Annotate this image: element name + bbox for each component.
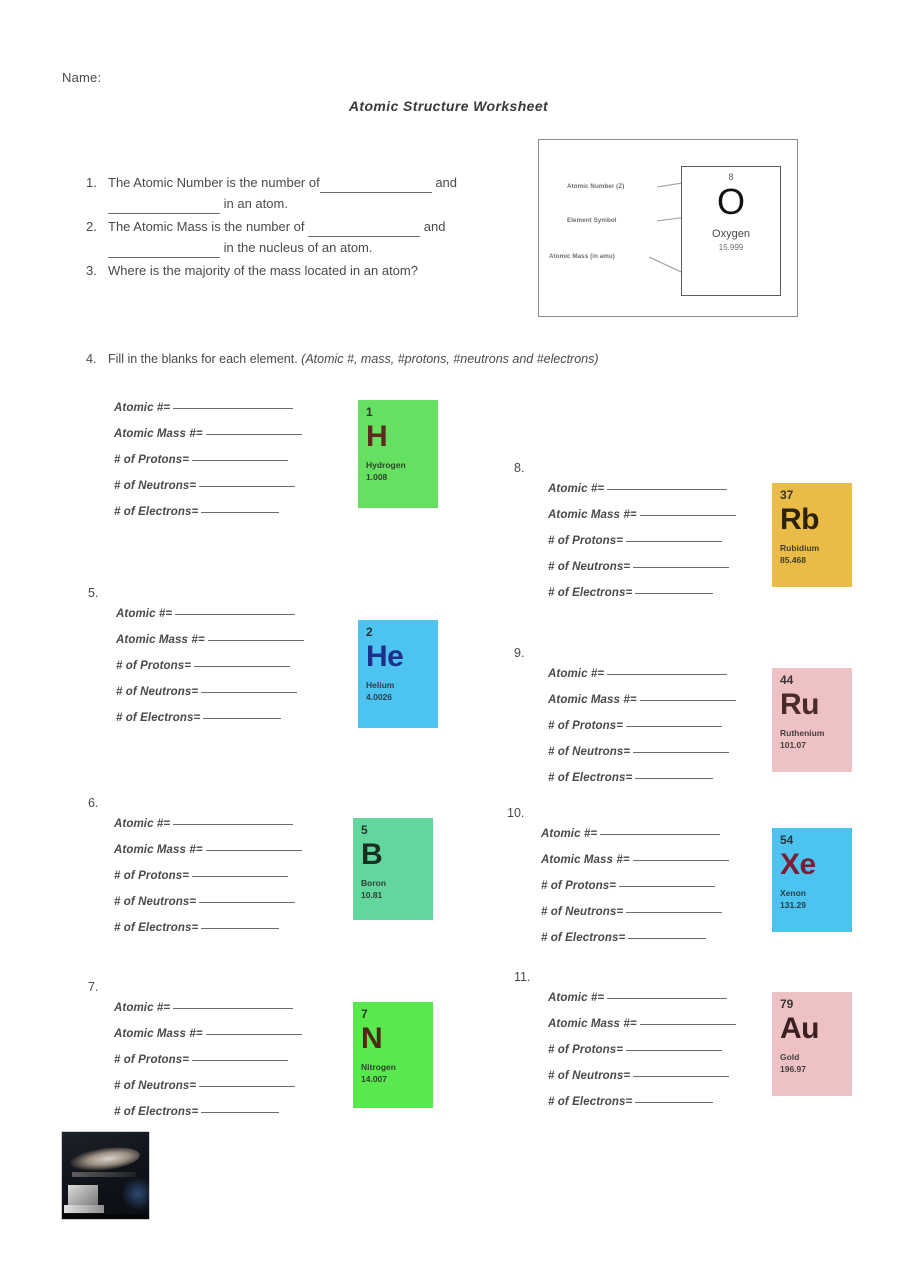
answer-blank[interactable] [201,512,279,513]
field-electrons-nitrogen [114,1106,352,1132]
field-neutrons-rubidium [548,561,786,587]
problem-number-ruthenium: 9. [514,646,525,660]
element-number: 1 [366,405,373,419]
field-atomic-mass-boron [114,844,352,870]
element-name: Ruthenium [780,727,825,738]
problem-fields-helium [116,608,354,738]
field-atomic-mass-gold [548,1018,786,1044]
footer-thumbnail-image [61,1131,150,1220]
field-protons-ruthenium [548,720,786,746]
element-name: Gold [780,1051,800,1062]
question-4 [86,352,599,366]
element-number: 79 [780,997,794,1011]
answer-blank[interactable] [633,752,729,753]
thumbnail-glow [121,1177,150,1211]
answer-blank[interactable] [192,876,288,877]
question-2-body [108,216,526,258]
field-label: Atomic Mass #= [114,844,203,856]
answer-blank[interactable] [626,726,722,727]
problem-number-xenon: 10. [507,806,525,820]
question-3 [86,260,526,281]
answer-blank[interactable] [619,886,715,887]
element-symbol: Au [780,1012,819,1046]
element-tile-gold [772,992,852,1096]
problem-number-rubidium: 8. [514,461,525,475]
oxygen-mass: 15.999 [718,243,744,252]
problem-fields-xenon [541,828,779,958]
question-1-text-a: The Atomic Number is the number of [108,175,320,190]
field-atomic-mass-ruthenium [548,694,786,720]
problem-number-gold: 11. [514,970,531,984]
answer-blank[interactable] [633,1076,729,1077]
question-2-text-b: and [423,219,446,235]
problem-number-nitrogen: 7. [88,980,99,994]
field-electrons-boron [114,922,352,948]
problem-fields-ruthenium [548,668,786,798]
field-atomic-number-hydrogen [114,402,352,428]
field-label: # of Neutrons= [114,480,197,492]
answer-blank[interactable] [626,541,722,542]
answer-blank[interactable] [633,860,729,861]
answer-blank[interactable] [600,834,720,835]
answer-blank[interactable] [173,408,293,409]
field-neutrons-helium [116,686,354,712]
field-label: Atomic #= [114,402,171,414]
answer-blank[interactable] [640,515,736,516]
field-label: Atomic Mass #= [541,854,630,866]
problem-fields-boron [114,818,352,948]
field-electrons-rubidium [548,587,786,613]
answer-blank[interactable] [607,998,727,999]
answer-blank[interactable] [206,1034,302,1035]
field-label: Atomic #= [116,608,173,620]
field-label: # of Protons= [541,880,617,892]
element-name: Rubidium [780,542,820,553]
answer-blank[interactable] [206,434,302,435]
element-symbol-label: Element Symbol [567,217,617,224]
field-protons-xenon [541,880,779,906]
field-label: # of Electrons= [541,932,626,944]
answer-blank[interactable] [199,902,295,903]
question-2-text-a: The Atomic Mass is the number of [108,219,305,235]
field-label: Atomic #= [548,992,605,1004]
question-1-text-c: in an atom. [223,196,288,212]
field-label: # of Neutrons= [114,896,197,908]
field-label: Atomic Mass #= [114,1028,203,1040]
question-4-paren: (Atomic #, mass, #protons, #neutrons and #electrons) [301,352,599,366]
answer-blank[interactable] [201,692,297,693]
thumbnail-text-block [72,1172,136,1177]
question-1 [86,172,526,214]
field-label: # of Neutrons= [548,561,631,573]
field-label: Atomic #= [548,668,605,680]
field-atomic-number-nitrogen [114,1002,352,1028]
atom-diagram-box [538,139,798,317]
answer-blank[interactable] [633,567,729,568]
field-label: # of Protons= [116,660,192,672]
answer-blank[interactable] [206,850,302,851]
element-name: Xenon [780,887,806,898]
element-number: 2 [366,625,373,639]
field-electrons-xenon [541,932,779,958]
answer-blank[interactable] [628,938,706,939]
field-label: # of Neutrons= [114,1080,197,1092]
problem-fields-gold [548,992,786,1122]
element-symbol: Ru [780,688,819,722]
element-number: 7 [361,1007,368,1021]
field-protons-nitrogen [114,1054,352,1080]
question-1-blank-1[interactable] [320,180,432,193]
answer-blank[interactable] [607,489,727,490]
thumbnail-object-secondary [64,1205,104,1213]
oxygen-element-tile [681,166,781,296]
field-label: # of Neutrons= [541,906,624,918]
answer-blank[interactable] [626,1050,722,1051]
field-atomic-mass-hydrogen [114,428,352,454]
element-name: Hydrogen [366,459,406,470]
question-2-blank-2[interactable] [108,245,220,258]
question-2 [86,216,526,258]
question-3-number: 3. [86,263,97,279]
element-name: Boron [361,877,387,888]
element-symbol: Rb [780,503,819,537]
question-2-text-c: in the nucleus of an atom. [223,240,373,256]
answer-blank[interactable] [640,1024,736,1025]
element-tile-ruthenium [772,668,852,772]
problem-number-boron: 6. [88,796,99,810]
oxygen-symbol: O [716,181,745,222]
answer-blank[interactable] [175,614,295,615]
thumbnail-swoosh-shape [69,1144,141,1174]
element-mass: 1.008 [366,471,388,482]
answer-blank[interactable] [192,1060,288,1061]
answer-blank[interactable] [173,1008,293,1009]
field-electrons-hydrogen [114,506,352,532]
field-label: Atomic #= [548,483,605,495]
field-atomic-number-helium [116,608,354,634]
element-symbol: B [361,838,383,872]
answer-blank[interactable] [208,640,304,641]
question-1-text-b: and [435,175,458,190]
field-atomic-number-rubidium [548,483,786,509]
element-symbol: N [361,1022,383,1056]
element-number: 37 [780,488,794,502]
answer-blank[interactable] [173,824,293,825]
answer-blank[interactable] [640,700,736,701]
field-label: Atomic #= [114,1002,171,1014]
answer-blank[interactable] [201,928,279,929]
answer-blank[interactable] [626,912,722,913]
field-atomic-number-xenon [541,828,779,854]
field-protons-boron [114,870,352,896]
answer-blank[interactable] [635,778,713,779]
question-2-number: 2. [86,219,97,235]
field-neutrons-gold [548,1070,786,1096]
element-tile-rubidium [772,483,852,587]
question-3-body: Where is the majority of the mass located in an atom? [108,263,418,279]
element-name: Helium [366,679,395,690]
field-atomic-mass-helium [116,634,354,660]
field-atomic-number-ruthenium [548,668,786,694]
field-protons-helium [116,660,354,686]
answer-blank[interactable] [203,718,281,719]
field-label: Atomic Mass #= [114,428,203,440]
problem-fields-rubidium [548,483,786,613]
field-label: # of Protons= [548,535,624,547]
question-4-text: Fill in the blanks for each element. [108,352,298,366]
field-electrons-ruthenium [548,772,786,798]
element-symbol: Xe [780,848,816,882]
field-protons-hydrogen [114,454,352,480]
field-label: # of Electrons= [548,772,633,784]
field-label: Atomic #= [541,828,598,840]
answer-blank[interactable] [635,593,713,594]
element-tile-hydrogen [358,400,438,508]
field-label: # of Protons= [114,1054,190,1066]
answer-blank[interactable] [192,460,288,461]
problem-fields-nitrogen [114,1002,352,1132]
field-atomic-mass-nitrogen [114,1028,352,1054]
oxygen-atomic-number: 8 [728,172,734,182]
element-mass: 101.07 [780,739,806,750]
field-label: # of Protons= [548,720,624,732]
answer-blank[interactable] [201,1112,279,1113]
element-tile-nitrogen [353,1002,433,1108]
field-neutrons-xenon [541,906,779,932]
field-label: # of Electrons= [114,506,199,518]
problem-number-helium: 5. [88,586,99,600]
element-mass: 196.97 [780,1063,806,1074]
field-neutrons-ruthenium [548,746,786,772]
answer-blank[interactable] [194,666,290,667]
oxygen-name: Oxygen [712,228,750,240]
element-mass: 4.0026 [366,691,392,702]
answer-blank[interactable] [607,674,727,675]
element-tile-boron [353,818,433,920]
field-atomic-mass-rubidium [548,509,786,535]
field-atomic-number-boron [114,818,352,844]
element-mass: 85.468 [780,554,806,565]
field-label: Atomic Mass #= [116,634,205,646]
thumbnail-bottom-bar [62,1214,149,1219]
element-tile-xenon [772,828,852,932]
problem-fields-hydrogen [114,402,352,532]
field-label: Atomic Mass #= [548,509,637,521]
field-label: Atomic Mass #= [548,694,637,706]
field-label: # of Neutrons= [116,686,199,698]
field-protons-rubidium [548,535,786,561]
element-number: 5 [361,823,368,837]
field-electrons-helium [116,712,354,738]
field-label: # of Protons= [114,870,190,882]
answer-blank[interactable] [635,1102,713,1103]
field-electrons-gold [548,1096,786,1122]
field-label: # of Electrons= [116,712,201,724]
field-label: # of Neutrons= [548,1070,631,1082]
field-neutrons-hydrogen [114,480,352,506]
element-tile-helium [358,620,438,728]
field-label: Atomic #= [114,818,171,830]
element-mass: 10.81 [361,889,383,900]
field-label: # of Electrons= [548,587,633,599]
element-symbol: He [366,640,404,674]
field-label: Atomic Mass #= [548,1018,637,1030]
question-1-body [108,172,526,214]
element-symbol: H [366,420,388,454]
field-label: # of Protons= [548,1044,624,1056]
question-4-number: 4. [86,352,97,366]
field-atomic-mass-xenon [541,854,779,880]
field-neutrons-nitrogen [114,1080,352,1106]
element-name: Nitrogen [361,1061,396,1072]
field-protons-gold [548,1044,786,1070]
element-mass: 131.29 [780,899,806,910]
field-label: # of Protons= [114,454,190,466]
element-number: 54 [780,833,794,847]
question-2-blank-1[interactable] [308,224,420,237]
atomic-number-label: Atomic Number (Z) [567,183,625,190]
field-neutrons-boron [114,896,352,922]
answer-blank[interactable] [199,1086,295,1087]
answer-blank[interactable] [199,486,295,487]
field-label: # of Electrons= [114,1106,199,1118]
element-number: 44 [780,673,794,687]
field-label: # of Electrons= [114,922,199,934]
element-mass: 14.007 [361,1073,387,1084]
atomic-mass-label: Atomic Mass (in amu) [549,253,615,260]
name-label: Name: [62,70,102,85]
question-1-number: 1. [86,175,97,190]
page-title: Atomic Structure Worksheet [348,98,549,114]
question-list [86,172,526,283]
question-1-blank-2[interactable] [108,201,220,214]
field-atomic-number-gold [548,992,786,1018]
field-label: # of Neutrons= [548,746,631,758]
field-label: # of Electrons= [548,1096,633,1108]
